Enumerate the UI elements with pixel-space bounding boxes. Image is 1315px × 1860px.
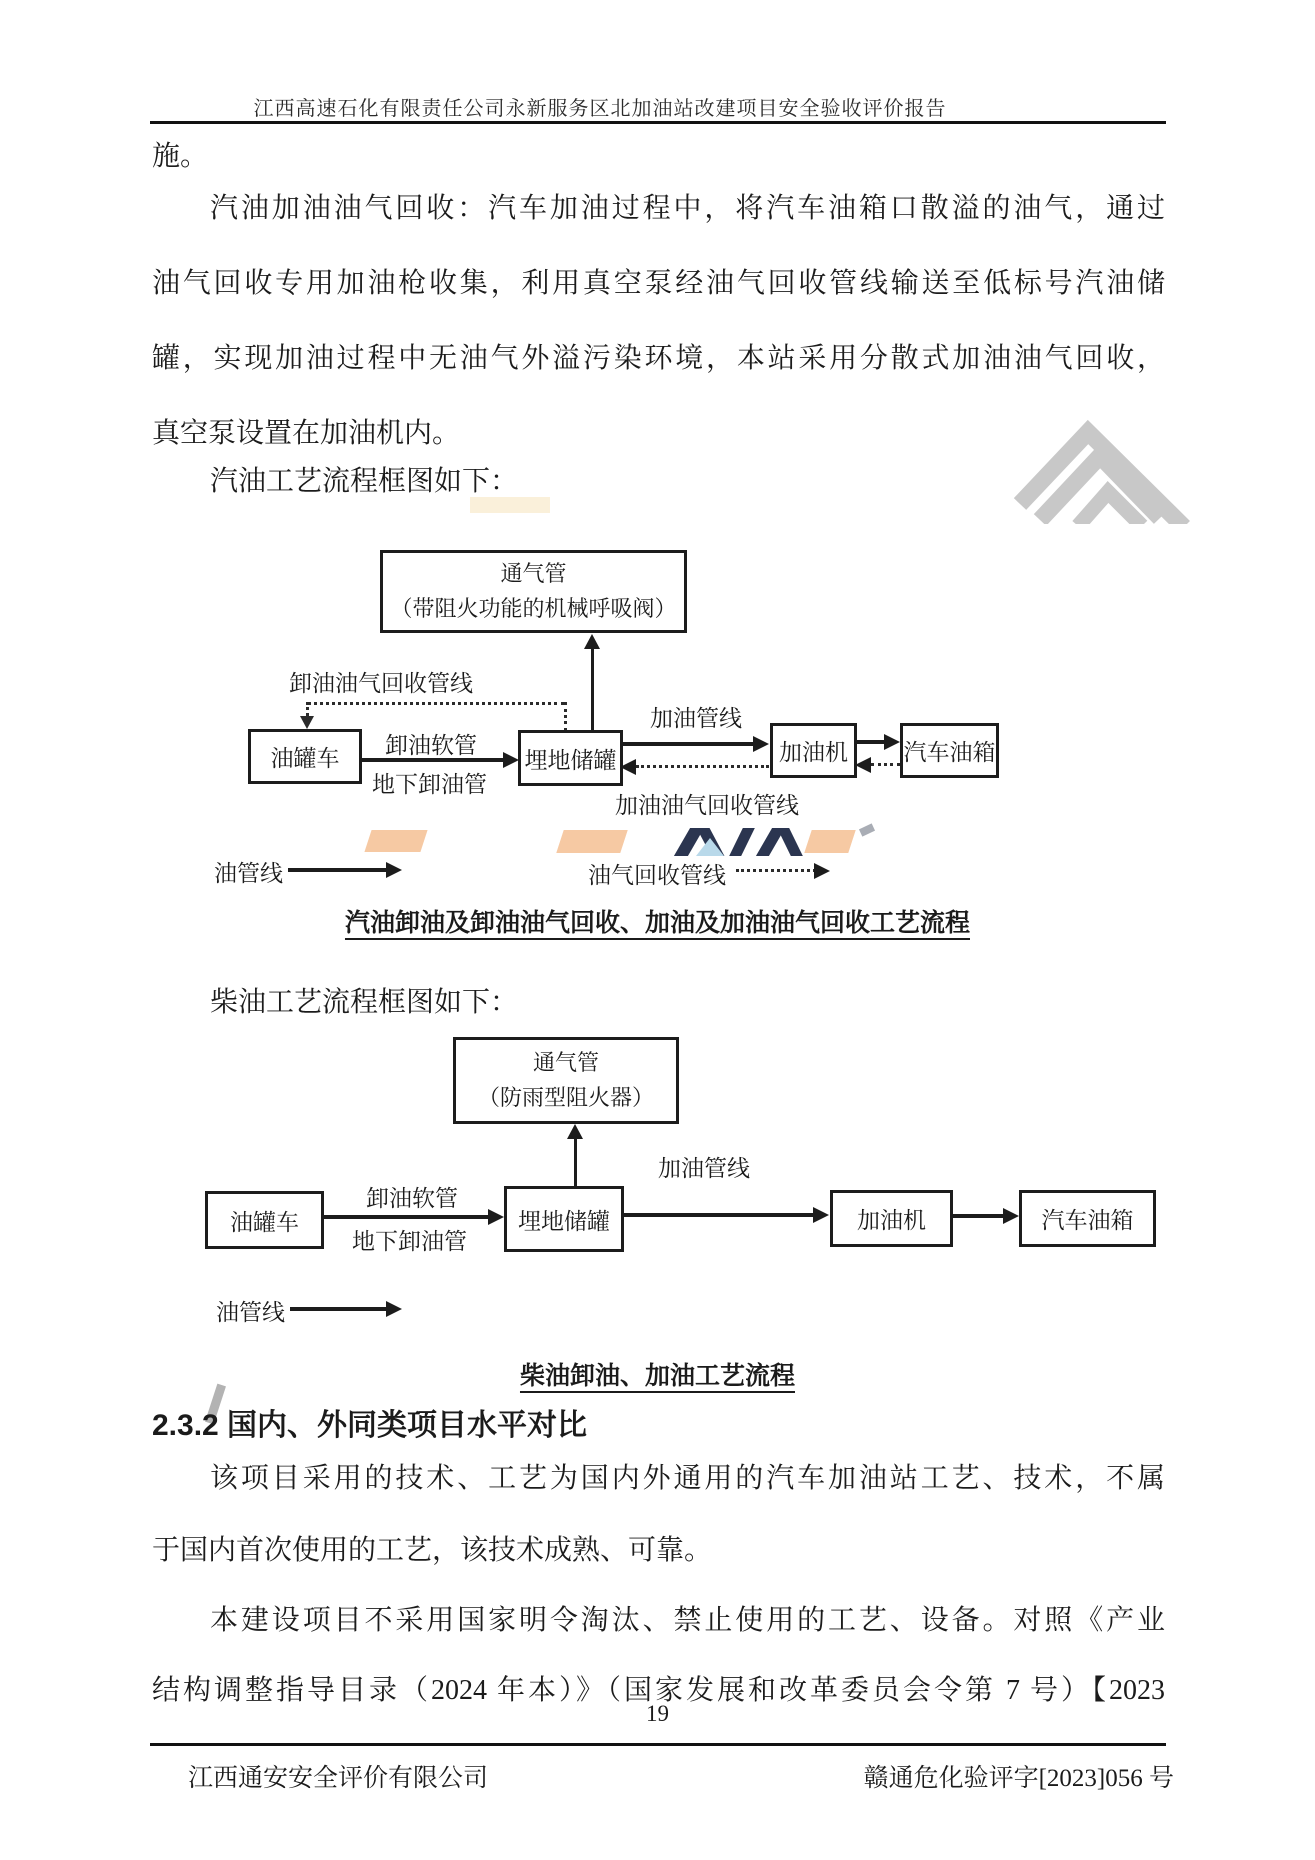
gasoline-dispenser-box (770, 723, 857, 778)
car-tank-box-label: 汽车油箱 (903, 740, 996, 765)
legend-oil-line (290, 1307, 386, 1311)
para-comparison-line-1: 该项目采用的技术、工艺为国内外通用的汽车加油站工艺、技术，不属 (210, 1463, 1165, 1494)
gasoline-tank-box (518, 730, 623, 786)
para-gasoline-line-1: 汽油加油油气回收：汽车加油过程中，将汽车油箱口散溢的油气，通过 (210, 193, 1165, 224)
truck-to-tank-line (320, 1215, 489, 1219)
legend-vapor-arrow-icon (814, 863, 830, 879)
dispenser-to-car-line (853, 740, 884, 744)
watermark-gray-tick (859, 823, 875, 836)
refuel-line-label: 加油管线 (658, 1156, 750, 1181)
unload-vapor-arrow-down-icon (300, 716, 314, 729)
footer-doc-number: 赣通危化验评字[2023]056 号 (863, 1765, 1174, 1792)
color-watermark-band (360, 826, 880, 858)
footer-company: 江西通安安全评价有限公司 (188, 1765, 489, 1792)
dispenser-to-tank-vapor-dotted (636, 765, 769, 768)
para-policy-line-2: 结构调整指导目录（2024 年本）》（国家发展和改革委员会令第 7 号）【2023 (152, 1675, 1165, 1706)
truck-to-tank-arrow-icon (488, 1209, 504, 1225)
unload-hose-label: 卸油软管 (366, 1186, 458, 1211)
car-to-dispenser-vapor-arrow-icon (855, 757, 871, 773)
watermark-navy-stroke (777, 828, 803, 856)
legend-oil-line (288, 868, 386, 872)
car-to-dispenser-vapor-dotted (871, 763, 900, 766)
para-gasoline-line-4: 真空泵设置在加油机内。 (152, 418, 461, 449)
diesel-chart-caption: 柴油卸油、加油工艺流程 (519, 1363, 795, 1390)
vent-pipe-line (574, 1138, 577, 1186)
diesel-truck-box (205, 1191, 324, 1249)
tank-box-label: 埋地储罐 (524, 747, 617, 773)
vent-arrow-up-icon (567, 1124, 583, 1139)
tank-to-dispenser-arrow-icon (753, 736, 769, 752)
dispenser-to-car-line (949, 1214, 1004, 1218)
dispenser-to-car-arrow-icon (1003, 1208, 1019, 1224)
legend-vapor-dotted-line (736, 869, 816, 872)
tank-to-dispenser-line (620, 1213, 814, 1217)
watermark-orange-block (364, 830, 427, 852)
dispenser-box-label: 加油机 (779, 740, 848, 765)
gasoline-car-tank-box (900, 723, 999, 778)
gasoline-intro: 汽油工艺流程框图如下： (210, 466, 519, 497)
section-heading: 2.3.2 国内、外同类项目水平对比 (152, 1409, 588, 1442)
pale-watermark-smudge (470, 497, 550, 513)
unload-vapor-dotted-drop (564, 702, 567, 731)
header-rule (150, 121, 1166, 124)
watermark-orange-block (556, 830, 627, 853)
unload-vapor-dotted-drop (306, 702, 309, 716)
vent-box-line1: 通气管 (532, 1050, 599, 1076)
tank-to-dispenser-line (619, 742, 753, 746)
legend-oil-arrow-icon (386, 1301, 402, 1317)
underground-pipe-label: 地下卸油管 (352, 1229, 467, 1254)
refuel-line-label: 加油管线 (650, 706, 742, 731)
gasoline-vent-box (380, 550, 687, 633)
truck-box-label: 油罐车 (230, 1209, 299, 1235)
car-tank-box-label: 汽车油箱 (1041, 1208, 1134, 1233)
header-title: 江西高速石化有限责任公司永新服务区北加油站改建项目安全验收评价报告 (253, 98, 947, 120)
truck-to-tank-arrow-icon (503, 752, 519, 768)
para-comparison-line-2: 于国内首次使用的工艺，该技术成熟、可靠。 (152, 1535, 713, 1566)
gasoline-chart-caption: 汽油卸油及卸油油气回收、加油及加油油气回收工艺流程 (344, 910, 970, 937)
diesel-car-tank-box (1019, 1190, 1156, 1247)
para-policy-line-1: 本建设项目不采用国家明令淘汰、禁止使用的工艺、设备。对照《产业 (210, 1605, 1165, 1636)
body-line-shi: 施。 (152, 141, 209, 172)
vent-pipe-line (591, 648, 594, 731)
para-gasoline-line-2: 油气回收专用加油枪收集，利用真空泵经油气回收管线输送至低标号汽油储 (152, 268, 1165, 299)
vent-box-line2: （带阻火功能的机械呼吸阀） (390, 595, 677, 621)
diesel-intro: 柴油工艺流程框图如下： (210, 987, 519, 1018)
page-number: 19 (646, 1701, 669, 1726)
footer-rule (150, 1743, 1166, 1746)
watermark-navy-stroke (729, 828, 755, 856)
underground-pipe-label: 地下卸油管 (372, 772, 487, 797)
legend-oil-line-label: 油管线 (214, 861, 283, 886)
para-gasoline-line-3: 罐，实现加油过程中无油气外溢污染环境，本站采用分散式加油油气回收， (152, 343, 1165, 374)
vent-arrow-up-icon (584, 634, 600, 649)
gasoline-truck-box (248, 729, 362, 784)
dispenser-to-car-arrow-icon (884, 734, 900, 750)
unload-vapor-dotted-line (307, 702, 565, 705)
vent-box-line2: （防雨型阻火器） (477, 1084, 654, 1110)
truck-box-label: 油罐车 (270, 746, 340, 771)
tank-to-dispenser-arrow-icon (813, 1207, 829, 1223)
chevron-watermark-logo (1008, 412, 1193, 524)
tank-box-label: 埋地储罐 (518, 1208, 610, 1234)
diesel-vent-box (453, 1037, 679, 1124)
legend-oil-line-label: 油管线 (216, 1300, 285, 1325)
watermark-orange-block (804, 830, 855, 853)
diesel-dispenser-box (830, 1190, 953, 1247)
legend-vapor-line-label: 油气回收管线 (588, 863, 726, 888)
refuel-vapor-line-label: 加油油气回收管线 (615, 793, 799, 818)
dispenser-box-label: 加油机 (857, 1208, 926, 1233)
unload-hose-label: 卸油软管 (385, 733, 477, 758)
watermark-lightblue-triangle (696, 838, 724, 856)
legend-oil-arrow-icon (386, 862, 402, 878)
vent-box-line1: 通气管 (500, 561, 567, 587)
unload-vapor-line-label: 卸油油气回收管线 (289, 671, 473, 696)
diesel-tank-box (504, 1186, 624, 1252)
